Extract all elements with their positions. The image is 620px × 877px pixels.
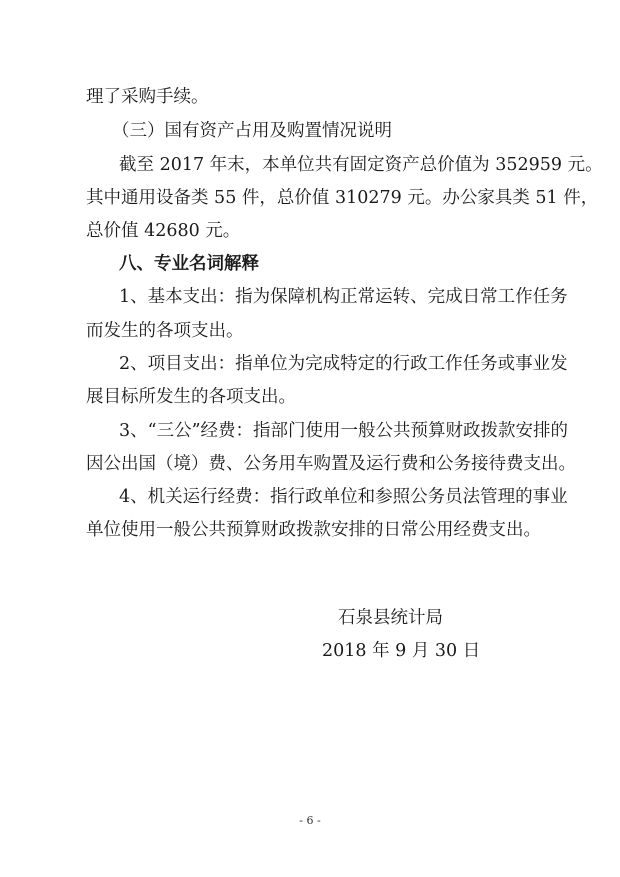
paragraph-line: 1、基本支出：指为保障机构正常运转、完成日常工作任务	[119, 287, 568, 307]
paragraph-line: 而发生的各项支出。	[86, 321, 244, 341]
paragraph-line: 4、机关运行经费：指行政单位和参照公务员法管理的事业	[119, 487, 568, 507]
section-heading-assets: （三）国有资产占用及购置情况说明	[112, 121, 392, 141]
paragraph-line: 2、项目支出：指单位为完成特定的行政工作任务或事业发	[119, 354, 568, 374]
paragraph-line: 展目标所发生的各项支出。	[86, 387, 296, 407]
paragraph-line: 总价值 42680 元。	[86, 221, 241, 241]
paragraph-line: 单位使用一般公共预算财政拨款安排的日常公用经费支出。	[86, 520, 541, 540]
paragraph-line: 截至 2017 年末，本单位共有固定资产总价值为 352959 元。	[119, 155, 603, 175]
page-number: - 6 -	[299, 814, 321, 827]
signature-date: 2018 年 9 月 30 日	[322, 641, 481, 661]
paragraph-line: 理了采购手续。	[86, 87, 209, 107]
paragraph-line: 3、“三公”经费：指部门使用一般公共预算财政拨款安排的	[119, 421, 569, 441]
paragraph-line: 因公出国（境）费、公务用车购置及运行费和公务接待费支出。	[86, 454, 576, 474]
paragraph-line: 其中通用设备类 55 件，总价值 310279 元。办公家具类 51 件，	[86, 188, 599, 208]
signature-organization: 石泉县统计局	[338, 608, 443, 628]
section-heading-terms: 八、专业名词解释	[119, 254, 259, 274]
